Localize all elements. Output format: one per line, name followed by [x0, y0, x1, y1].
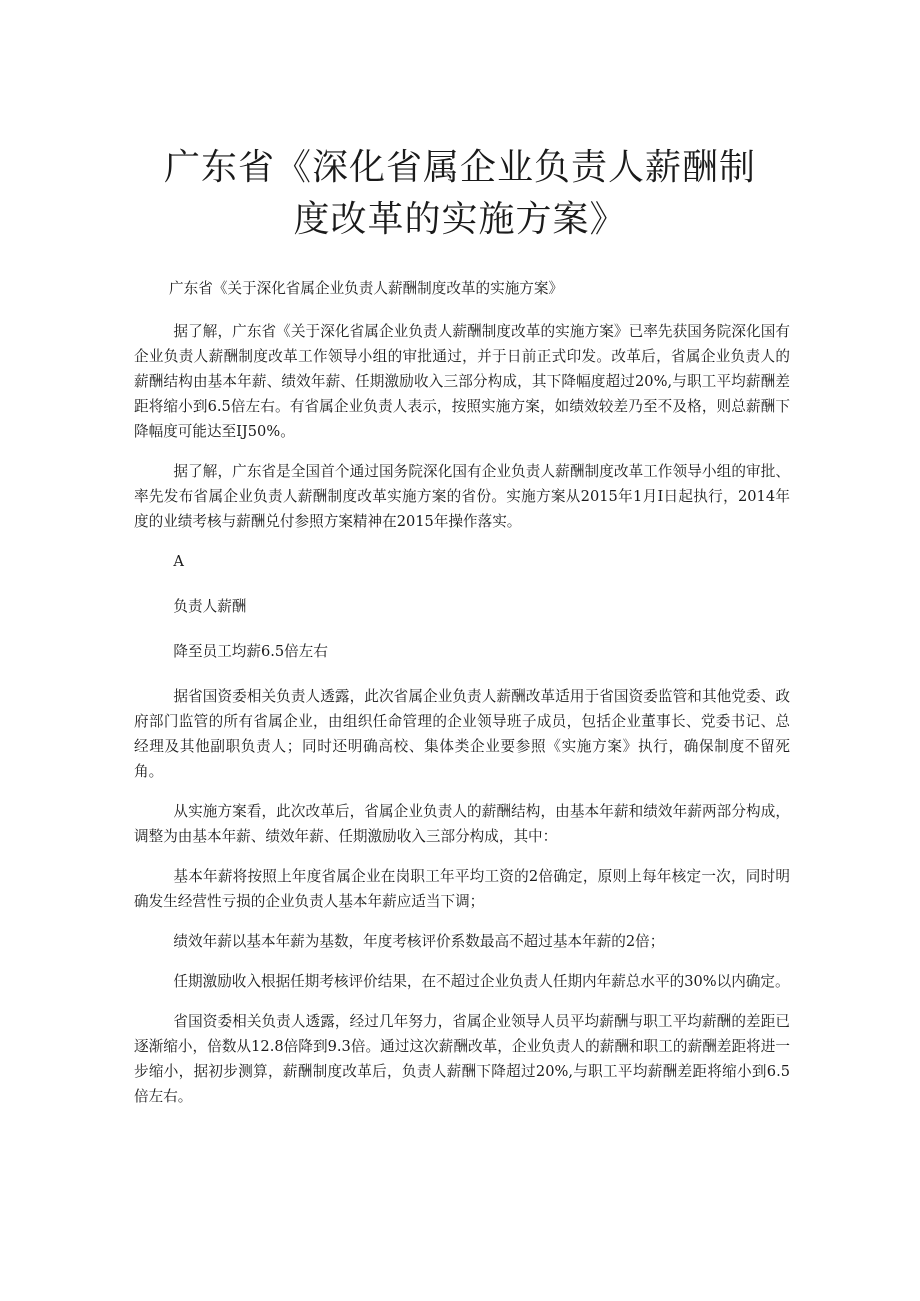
section-subheading: 降至员工均薪6.5倍左右	[173, 643, 328, 660]
section-heading: 负责人薪酬	[173, 598, 247, 615]
document-body	[134, 276, 790, 1124]
title-line-2: 度改革的实施方案》	[293, 199, 627, 240]
title-line-1: 广东省《深化省属企业负责人薪酬制	[163, 147, 756, 188]
paragraph: 基本年薪将按照上年度省属企业在岗职工年平均工资的2倍确定，原则上每年核定一次，同时明确发生经营性亏损的企业负责人基本年薪应适当下调；	[134, 868, 790, 910]
paragraph: 绩效年薪以基本年薪为基数，年度考核评价系数最高不超过基本年薪的2倍；	[173, 933, 665, 950]
paragraph: 据了解，广东省是全国首个通过国务院深化国有企业负责人薪酬制度改革工作领导小组的审批、率先发布省属企业负责人薪酬制度改革实施方案的省份。实施方案从2015年1月I日起执行，2014年度的业绩考核与薪酬兑付参照方案精神在2015年操作落实。	[134, 463, 790, 530]
document-title	[150, 142, 770, 246]
paragraph: 省国资委相关负责人透露，经过几年努力，省属企业领导人员平均薪酬与职工平均薪酬的差距已逐渐缩小，倍数从12.8倍降到9.3倍。通过这次薪酬改革，企业负责人的薪酬和职工的薪酬差距将进一步缩小，据初步测算，薪酬制度改革后，负责人薪酬下降超过20%,与职工平均薪酬差距将缩小到6.5倍左右。	[134, 1013, 790, 1105]
paragraph: 任期激励收入根据任期考核评价结果，在不超过企业负责人任期内年薪总水平的30%以内确定。	[173, 973, 790, 990]
paragraph: 据了解，广东省《关于深化省属企业负责人薪酬制度改革的实施方案》已率先获国务院深化国有企业负责人薪酬制度改革工作领导小组的审批通过，并于日前正式印发。改革后，省属企业负责人的薪酬结构由基本年薪、绩效年薪、任期激励收入三部分构成，其下降幅度超过20%,与职工平均薪酬差距将缩小到6.5倍左右。有省属企业负责人表示，按照实施方案，如绩效较差乃至不及格，则总薪酬下降幅度可能达至IJ50%。	[134, 323, 790, 440]
section-marker: A	[173, 553, 184, 570]
paragraph: 据省国资委相关负责人透露，此次省属企业负责人薪酬改革适用于省国资委监管和其他党委、政府部门监管的所有省属企业，由组织任命管理的企业领导班子成员，包括企业董事长、党委书记、总经理及其他副职负责人；同时还明确高校、集体类企业要参照《实施方案》执行，确保制度不留死角。	[134, 688, 790, 780]
document-subtitle: 广东省《关于深化省属企业负责人薪酬制度改革的实施方案》	[169, 280, 564, 297]
paragraph: 从实施方案看，此次改革后，省属企业负责人的薪酬结构，由基本年薪和绩效年薪两部分构成，调整为由基本年薪、绩效年薪、任期激励收入三部分构成，其中：	[134, 803, 790, 845]
